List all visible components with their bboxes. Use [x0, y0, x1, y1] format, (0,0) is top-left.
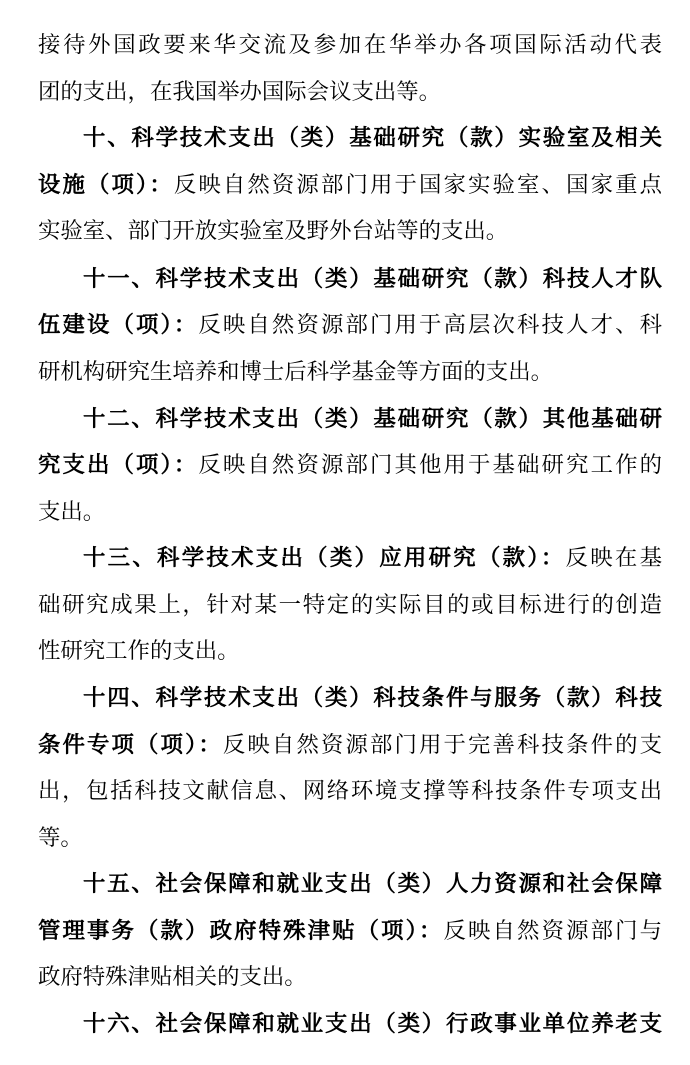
section-heading-11: [38, 256, 662, 302]
text-line: [38, 442, 662, 488]
heading-run: 伍建设（项）：: [38, 312, 199, 338]
section-heading-12: [38, 396, 662, 442]
heading-run: 十二、科学技术支出（类）基础研究（款）其他基础研: [83, 406, 662, 432]
text-run: 团的支出，在我国举办国际会议支出等。: [38, 79, 442, 105]
section-heading-10: [38, 115, 662, 161]
text-run: 等。: [38, 825, 83, 851]
heading-run: 条件专项（项）：: [38, 732, 223, 758]
heading-run: 十一、科学技术支出（类）基础研究（款）科技人才队: [83, 266, 662, 292]
text-run: 研机构研究生培养和博士后科学基金等方面的支出。: [38, 359, 553, 385]
text-run: 性研究工作的支出。: [38, 638, 240, 664]
heading-run: 设施（项）：: [38, 172, 174, 198]
heading-run: 十三、科学技术支出（类）应用研究（款）：: [83, 545, 566, 571]
text-line: [38, 628, 662, 674]
text-run: 政府特殊津贴相关的支出。: [38, 964, 307, 990]
text-run: 反映自然资源部门与: [443, 918, 663, 944]
heading-run: 十、科学技术支出（类）基础研究（款）实验室及相关: [83, 125, 662, 151]
text-run: 接待外国政要来华交流及参加在华举办各项国际活动代表: [38, 32, 662, 58]
heading-run: 十五、社会保障和就业支出（类）人力资源和社会保障: [83, 871, 662, 897]
text-run: 出，包括科技文献信息、网络环境支撑等科技条件专项支出: [38, 778, 662, 804]
text-line: [38, 722, 662, 768]
section-heading-16: [38, 1001, 662, 1047]
text-line-continuation: [38, 69, 662, 115]
text-line: [38, 582, 662, 628]
text-line: [38, 815, 662, 861]
text-run: 反映自然资源部门用于高层次科技人才、科: [198, 312, 662, 338]
text-run: 反映自然资源部门用于国家实验室、国家重点: [173, 172, 662, 198]
text-line: [38, 954, 662, 1000]
text-run: 反映在基: [565, 545, 662, 571]
text-line: [38, 162, 662, 208]
text-line: [38, 208, 662, 254]
heading-run: 十四、科学技术支出（类）科技条件与服务（款）科技: [83, 685, 662, 711]
text-line: [38, 489, 662, 535]
heading-run: 管理事务（款）政府特殊津贴（项）：: [38, 918, 444, 944]
section-heading-15: [38, 861, 662, 907]
text-run: 实验室、部门开放实验室及野外台站等的支出。: [38, 218, 509, 244]
text-line: [38, 302, 662, 348]
text-run: 反映自然资源部门用于完善科技条件的支: [222, 732, 662, 758]
text-run: 础研究成果上，针对某一特定的实际目的或目标进行的创造: [38, 592, 662, 618]
text-run: 反映自然资源部门其他用于基础研究工作的: [198, 452, 662, 478]
heading-run: 究支出（项）：: [38, 452, 199, 478]
text-line: [38, 768, 662, 814]
text-line: [38, 908, 662, 954]
section-heading-13: [38, 535, 662, 581]
text-run: 支出。: [38, 499, 106, 525]
heading-run: 十六、社会保障和就业支出（类）行政事业单位养老支: [83, 1011, 662, 1037]
text-line-continuation: [38, 22, 662, 68]
text-line: [38, 349, 662, 395]
section-heading-14: [38, 675, 662, 721]
